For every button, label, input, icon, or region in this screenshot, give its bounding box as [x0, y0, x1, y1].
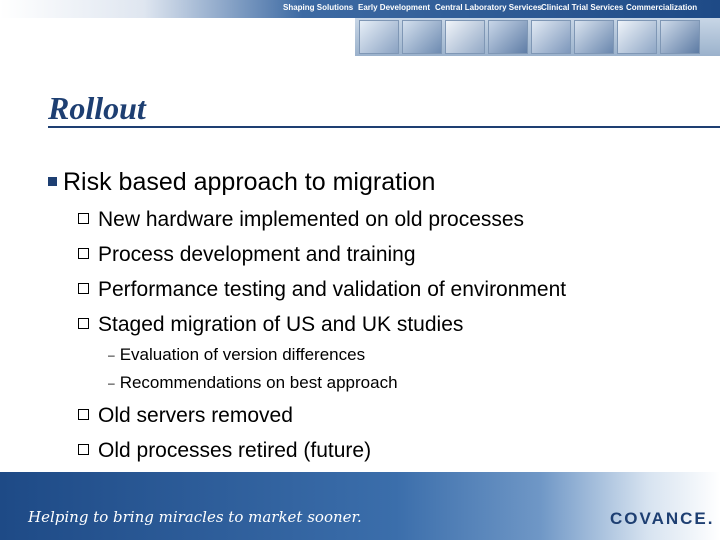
photo-tile	[402, 20, 442, 54]
title-underline	[48, 126, 720, 128]
square-bullet-icon	[48, 177, 57, 186]
footer-banner	[0, 472, 720, 540]
sub-bullet-text: Process development and training	[98, 243, 416, 266]
dash-bullet-icon: –	[108, 376, 115, 390]
covance-logo: COVANCE.	[610, 509, 715, 528]
sub-bullet	[78, 404, 293, 428]
nav-early-development[interactable]: Early Development	[358, 3, 431, 12]
third-level-bullet	[108, 373, 398, 393]
bullet-main	[48, 168, 435, 197]
checkbox-bullet-icon	[78, 444, 89, 455]
checkbox-bullet-icon	[78, 409, 89, 420]
dash-bullet-icon: –	[108, 348, 115, 362]
photo-tile	[574, 20, 614, 54]
footer-tagline: Helping to bring miracles to market sooner.	[28, 508, 362, 526]
header-image-strip	[355, 18, 720, 56]
sub-bullet	[78, 313, 463, 337]
checkbox-bullet-icon	[78, 283, 89, 294]
third-level-bullet	[108, 345, 365, 365]
third-level-text: Evaluation of version differences	[119, 345, 366, 364]
checkbox-bullet-icon	[78, 213, 89, 224]
sub-bullet	[78, 243, 416, 267]
checkbox-bullet-icon	[78, 248, 89, 259]
nav-commercialization[interactable]: Commercialization	[626, 3, 698, 12]
sub-bullet	[78, 439, 371, 463]
sub-bullet-text: New hardware implemented on old processes	[98, 208, 525, 231]
sub-bullet-text: Staged migration of US and UK studies	[98, 313, 464, 336]
third-level-text: Recommendations on best approach	[119, 373, 398, 392]
photo-tile	[359, 20, 399, 54]
photo-tile	[660, 20, 700, 54]
photo-tile	[531, 20, 571, 54]
sub-bullet-text: Performance testing and validation of environment	[98, 278, 567, 301]
slide-title: Rollout	[48, 90, 146, 126]
nav-shaping-solutions[interactable]: Shaping Solutions	[283, 3, 354, 12]
sub-bullet	[78, 278, 566, 302]
nav-central-lab-services[interactable]: Central Laboratory Services	[435, 3, 542, 12]
sub-bullet-text: Old processes retired (future)	[98, 439, 372, 462]
photo-tile	[617, 20, 657, 54]
checkbox-bullet-icon	[78, 318, 89, 329]
photo-tile	[445, 20, 485, 54]
sub-bullet-text: Old servers removed	[98, 404, 293, 427]
photo-tile	[488, 20, 528, 54]
bullet-main-text: Risk based approach to migration	[63, 168, 436, 196]
sub-bullet	[78, 208, 524, 232]
nav-clinical-trial-services[interactable]: Clinical Trial Services	[541, 3, 624, 12]
